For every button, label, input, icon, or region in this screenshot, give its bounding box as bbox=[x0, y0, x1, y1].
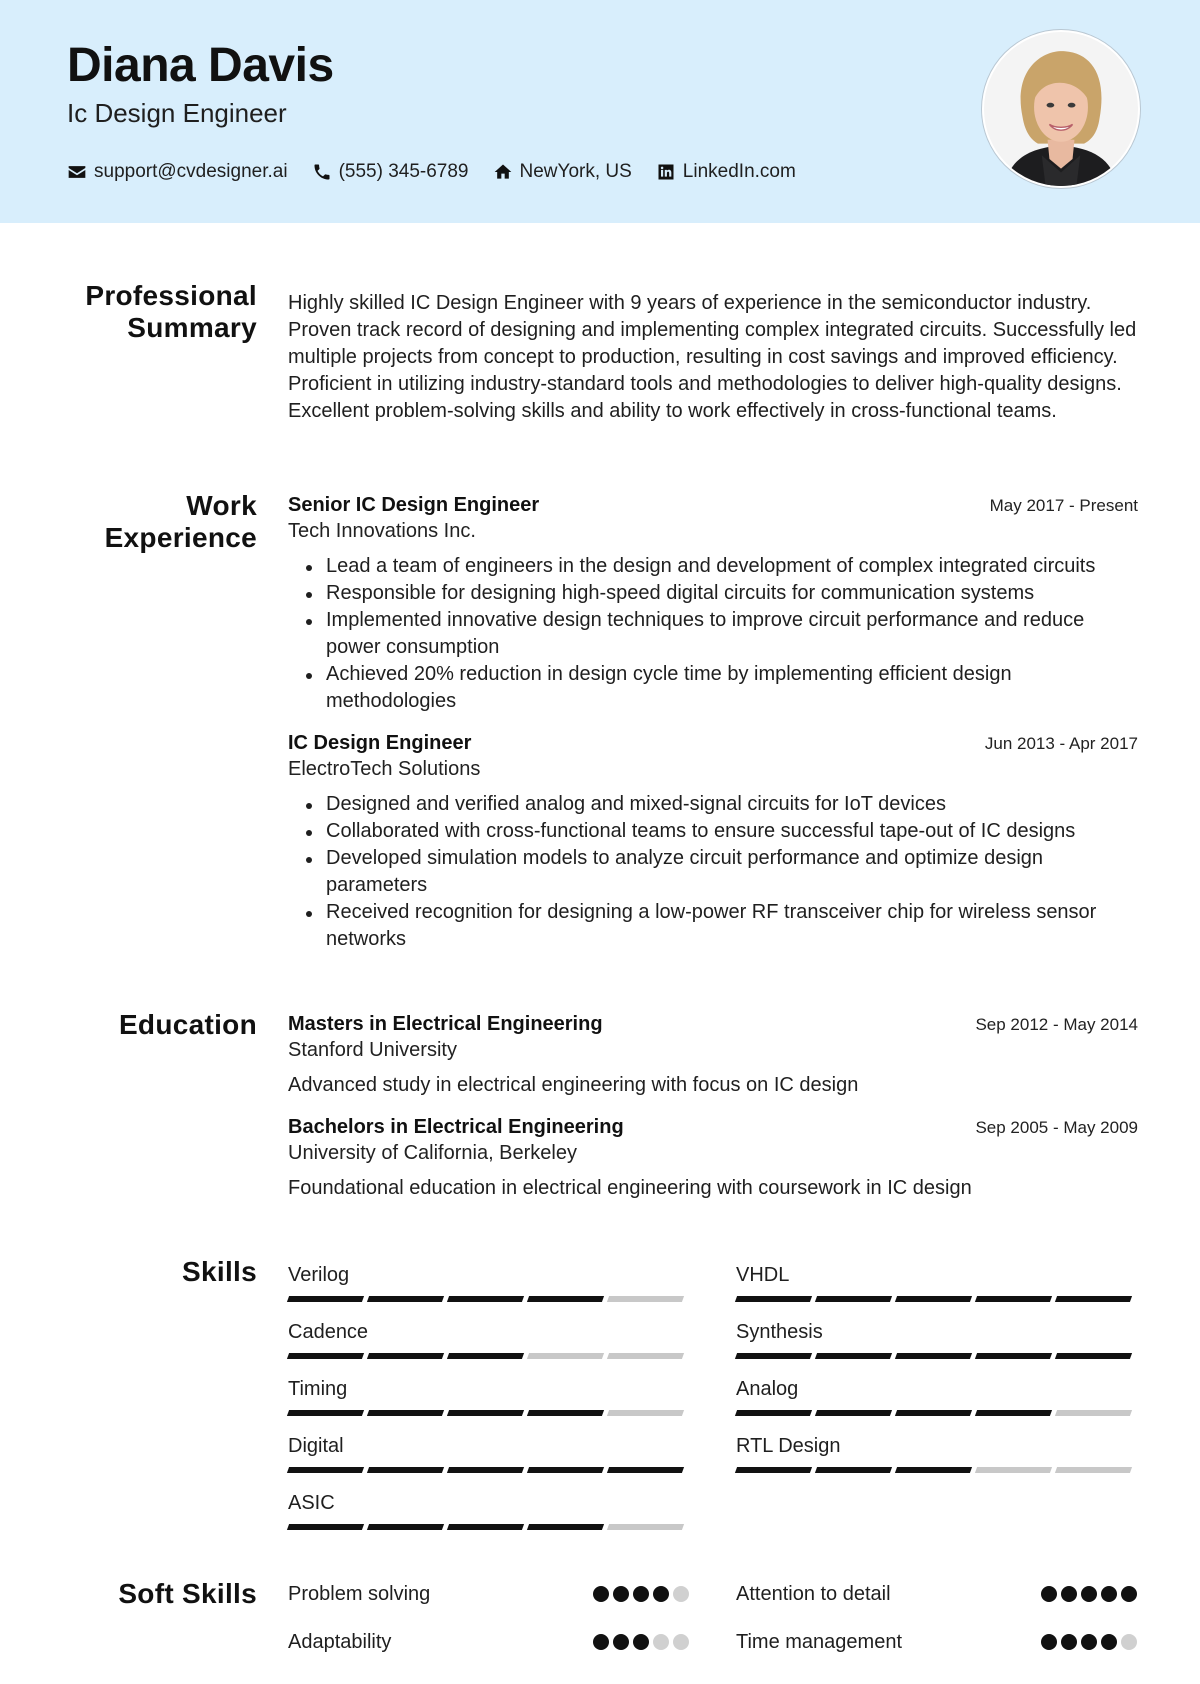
skill-name: Timing bbox=[288, 1378, 348, 1400]
job-bullet: Developed simulation models to analyze circuit performance and optimize design parameters bbox=[288, 845, 1138, 899]
location-text: NewYork, US bbox=[519, 161, 632, 182]
contact-email[interactable] bbox=[67, 161, 288, 183]
skill-item bbox=[736, 1262, 1137, 1319]
skill-level-segment bbox=[607, 1467, 684, 1473]
school-name: Stanford University bbox=[288, 1039, 457, 1061]
job-dates: Jun 2013 - Apr 2017 bbox=[984, 734, 1138, 753]
skill-level-segment bbox=[895, 1296, 972, 1302]
skill-level-segment bbox=[607, 1353, 684, 1359]
degree-title: Bachelors in Electrical Engineering bbox=[288, 1116, 624, 1138]
job-entry bbox=[288, 492, 1138, 715]
contact-phone[interactable] bbox=[312, 161, 469, 183]
skill-level-segment bbox=[447, 1524, 524, 1530]
soft-skills-grid bbox=[288, 1570, 1138, 1666]
rating-dot bbox=[1121, 1634, 1137, 1650]
skill-level-segment bbox=[287, 1410, 364, 1416]
education-dates: Sep 2012 - May 2014 bbox=[975, 1015, 1138, 1034]
skill-name: VHDL bbox=[736, 1264, 790, 1286]
skill-level-segment bbox=[735, 1410, 812, 1416]
skill-level-segment bbox=[815, 1296, 892, 1302]
rating-dot bbox=[593, 1586, 609, 1602]
rating-dot bbox=[653, 1634, 669, 1650]
skill-level-segment bbox=[735, 1467, 812, 1473]
soft-skill-name: Time management bbox=[736, 1630, 902, 1653]
section-heading-skills: Skills bbox=[182, 1256, 257, 1287]
skill-item bbox=[736, 1376, 1137, 1433]
skill-level-segment bbox=[607, 1524, 684, 1530]
rating-dot bbox=[613, 1634, 629, 1650]
education-description: Foundational education in electrical engineering with coursework in IC design bbox=[288, 1177, 972, 1199]
skill-name: ASIC bbox=[288, 1492, 335, 1514]
skill-level-segment bbox=[527, 1467, 604, 1473]
phone-text: (555) 345-6789 bbox=[338, 161, 469, 182]
skills-grid bbox=[288, 1262, 1138, 1547]
skill-name: Analog bbox=[736, 1378, 799, 1400]
skill-item bbox=[288, 1433, 689, 1490]
skill-name: Cadence bbox=[288, 1321, 369, 1343]
soft-skill-name: Attention to detail bbox=[736, 1582, 891, 1605]
skill-level-segment bbox=[895, 1353, 972, 1359]
skill-item bbox=[288, 1490, 689, 1547]
contact-linkedin[interactable] bbox=[656, 161, 796, 183]
skill-level-segment bbox=[527, 1524, 604, 1530]
soft-skill-item bbox=[736, 1618, 1137, 1666]
portrait-illustration bbox=[984, 32, 1138, 186]
skill-level-segment bbox=[975, 1296, 1052, 1302]
rating-dot bbox=[1121, 1586, 1137, 1602]
job-bullets bbox=[288, 791, 1138, 953]
skill-level-bar bbox=[288, 1467, 689, 1473]
skill-level-segment bbox=[527, 1353, 604, 1359]
skill-level-segment bbox=[447, 1353, 524, 1359]
section-heading-education: Education bbox=[118, 1009, 257, 1040]
skill-item bbox=[288, 1376, 689, 1433]
soft-skill-rating bbox=[1037, 1586, 1137, 1602]
job-dates: May 2017 - Present bbox=[989, 496, 1138, 515]
rating-dot bbox=[1081, 1634, 1097, 1650]
rating-dot bbox=[653, 1586, 669, 1602]
skill-item bbox=[736, 1319, 1137, 1376]
rating-dot bbox=[1061, 1634, 1077, 1650]
resume-header bbox=[0, 0, 1200, 223]
job-title: Senior IC Design Engineer bbox=[288, 494, 540, 516]
skill-level-segment bbox=[975, 1467, 1052, 1473]
job-bullet: Collaborated with cross-functional teams to ensure successful tape-out of IC designs bbox=[288, 818, 1138, 845]
skill-level-segment bbox=[367, 1467, 444, 1473]
profile-photo bbox=[982, 30, 1140, 188]
skill-level-segment bbox=[527, 1296, 604, 1302]
job-entry bbox=[288, 730, 1138, 953]
skill-level-segment bbox=[607, 1296, 684, 1302]
rating-dot bbox=[613, 1586, 629, 1602]
rating-dot bbox=[673, 1586, 689, 1602]
experience-heading-line2: Experience bbox=[104, 522, 257, 553]
email-text: support@cvdesigner.ai bbox=[94, 161, 288, 182]
skill-level-bar bbox=[288, 1410, 689, 1416]
skill-level-segment bbox=[1055, 1467, 1132, 1473]
skill-level-segment bbox=[287, 1467, 364, 1473]
rating-dot bbox=[1101, 1586, 1117, 1602]
skill-level-segment bbox=[287, 1353, 364, 1359]
soft-skill-item bbox=[288, 1618, 689, 1666]
education-entry bbox=[288, 1114, 1138, 1202]
skill-level-segment bbox=[735, 1353, 812, 1359]
linkedin-text: LinkedIn.com bbox=[682, 161, 796, 182]
contact-list bbox=[67, 159, 820, 185]
skill-level-bar bbox=[736, 1467, 1137, 1473]
contact-location bbox=[493, 161, 632, 183]
skill-level-segment bbox=[287, 1296, 364, 1302]
skill-level-segment bbox=[975, 1353, 1052, 1359]
rating-dot bbox=[1101, 1634, 1117, 1650]
skill-level-segment bbox=[895, 1410, 972, 1416]
skill-level-bar bbox=[736, 1410, 1137, 1416]
skills-section bbox=[288, 1262, 1138, 1547]
skill-level-segment bbox=[367, 1353, 444, 1359]
skill-item bbox=[288, 1319, 689, 1376]
skill-level-segment bbox=[895, 1467, 972, 1473]
skill-level-segment bbox=[735, 1296, 812, 1302]
rating-dot bbox=[593, 1634, 609, 1650]
rating-dot bbox=[1041, 1586, 1057, 1602]
skill-level-segment bbox=[815, 1467, 892, 1473]
soft-skill-name: Problem solving bbox=[288, 1582, 431, 1605]
job-title: IC Design Engineer bbox=[288, 732, 472, 754]
experience-list bbox=[288, 492, 1138, 953]
experience-heading-line1: Work bbox=[186, 490, 257, 521]
linkedin-icon bbox=[656, 162, 676, 182]
rating-dot bbox=[673, 1634, 689, 1650]
rating-dot bbox=[1081, 1586, 1097, 1602]
rating-dot bbox=[1061, 1586, 1077, 1602]
rating-dot bbox=[1041, 1634, 1057, 1650]
skill-item bbox=[288, 1262, 689, 1319]
job-bullet: Implemented innovative design techniques to improve circuit performance and reduce power consumption bbox=[288, 607, 1138, 661]
skill-level-segment bbox=[1055, 1410, 1132, 1416]
skill-level-segment bbox=[527, 1410, 604, 1416]
skill-level-segment bbox=[815, 1410, 892, 1416]
skill-level-bar bbox=[288, 1296, 689, 1302]
skill-level-segment bbox=[1055, 1296, 1132, 1302]
education-list bbox=[288, 1011, 1138, 1202]
skill-name: Synthesis bbox=[736, 1321, 823, 1343]
soft-skill-rating bbox=[1037, 1634, 1137, 1650]
candidate-name: Diana Davis bbox=[67, 39, 334, 92]
skill-level-bar bbox=[288, 1524, 689, 1530]
section-heading-summary bbox=[85, 280, 257, 344]
skill-level-segment bbox=[1055, 1353, 1132, 1359]
envelope-icon bbox=[67, 162, 87, 182]
skill-level-bar bbox=[736, 1353, 1137, 1359]
job-bullet: Received recognition for designing a low-power RF transceiver chip for wireless sensor networks bbox=[288, 899, 1138, 953]
summary-text: Highly skilled IC Design Engineer with 9 years of experience in the semiconductor industry. Proven track record of designing and implementing complex integrated circuits. Successfully led multiple projects from concept to production, resulting in cost savings and improved efficiency. Proficient in utilizing industry-standard tools and methodologies to deliver high-quality designs. Excellent problem-solving skills and ability to work effectively in cross-functional teams. bbox=[288, 292, 1137, 422]
skill-name: Verilog bbox=[288, 1264, 350, 1286]
skill-level-segment bbox=[367, 1410, 444, 1416]
candidate-title: Ic Design Engineer bbox=[67, 98, 287, 128]
soft-skill-name: Adaptability bbox=[288, 1630, 392, 1653]
summary-heading-line2: Summary bbox=[127, 312, 257, 343]
skill-level-segment bbox=[815, 1353, 892, 1359]
skill-level-segment bbox=[367, 1524, 444, 1530]
skill-item bbox=[736, 1433, 1137, 1490]
skill-level-segment bbox=[607, 1410, 684, 1416]
phone-icon bbox=[312, 162, 332, 182]
skill-level-segment bbox=[287, 1524, 364, 1530]
rating-dot bbox=[633, 1586, 649, 1602]
skill-level-bar bbox=[736, 1296, 1137, 1302]
job-bullet: Designed and verified analog and mixed-signal circuits for IoT devices bbox=[288, 791, 1138, 818]
home-icon bbox=[493, 162, 513, 182]
section-heading-experience bbox=[105, 490, 257, 554]
skill-level-segment bbox=[447, 1467, 524, 1473]
school-name: University of California, Berkeley bbox=[288, 1142, 577, 1164]
degree-title: Masters in Electrical Engineering bbox=[288, 1013, 603, 1035]
education-description: Advanced study in electrical engineering with focus on IC design bbox=[288, 1074, 859, 1096]
skill-level-segment bbox=[975, 1410, 1052, 1416]
skill-level-segment bbox=[447, 1410, 524, 1416]
skill-level-segment bbox=[447, 1296, 524, 1302]
job-bullet: Lead a team of engineers in the design and development of complex integrated circuits bbox=[288, 553, 1138, 580]
skill-level-bar bbox=[288, 1353, 689, 1359]
job-bullet: Achieved 20% reduction in design cycle time by implementing efficient design methodologies bbox=[288, 661, 1138, 715]
soft-skill-rating bbox=[589, 1586, 689, 1602]
job-company: ElectroTech Solutions bbox=[288, 758, 481, 780]
soft-skill-item bbox=[288, 1570, 689, 1618]
skill-level-segment bbox=[367, 1296, 444, 1302]
job-company: Tech Innovations Inc. bbox=[288, 520, 476, 542]
summary-heading-line1: Professional bbox=[85, 280, 257, 311]
skill-name: RTL Design bbox=[736, 1435, 841, 1457]
soft-skills-section bbox=[288, 1570, 1138, 1666]
soft-skill-item bbox=[736, 1570, 1137, 1618]
skill-name: Digital bbox=[288, 1435, 344, 1457]
rating-dot bbox=[633, 1634, 649, 1650]
education-entry bbox=[288, 1011, 1138, 1099]
job-bullet: Responsible for designing high-speed digital circuits for communication systems bbox=[288, 580, 1138, 607]
job-bullets bbox=[288, 553, 1138, 715]
section-heading-soft-skills: Soft Skills bbox=[118, 1578, 257, 1609]
soft-skill-rating bbox=[589, 1634, 689, 1650]
education-dates: Sep 2005 - May 2009 bbox=[975, 1118, 1138, 1137]
